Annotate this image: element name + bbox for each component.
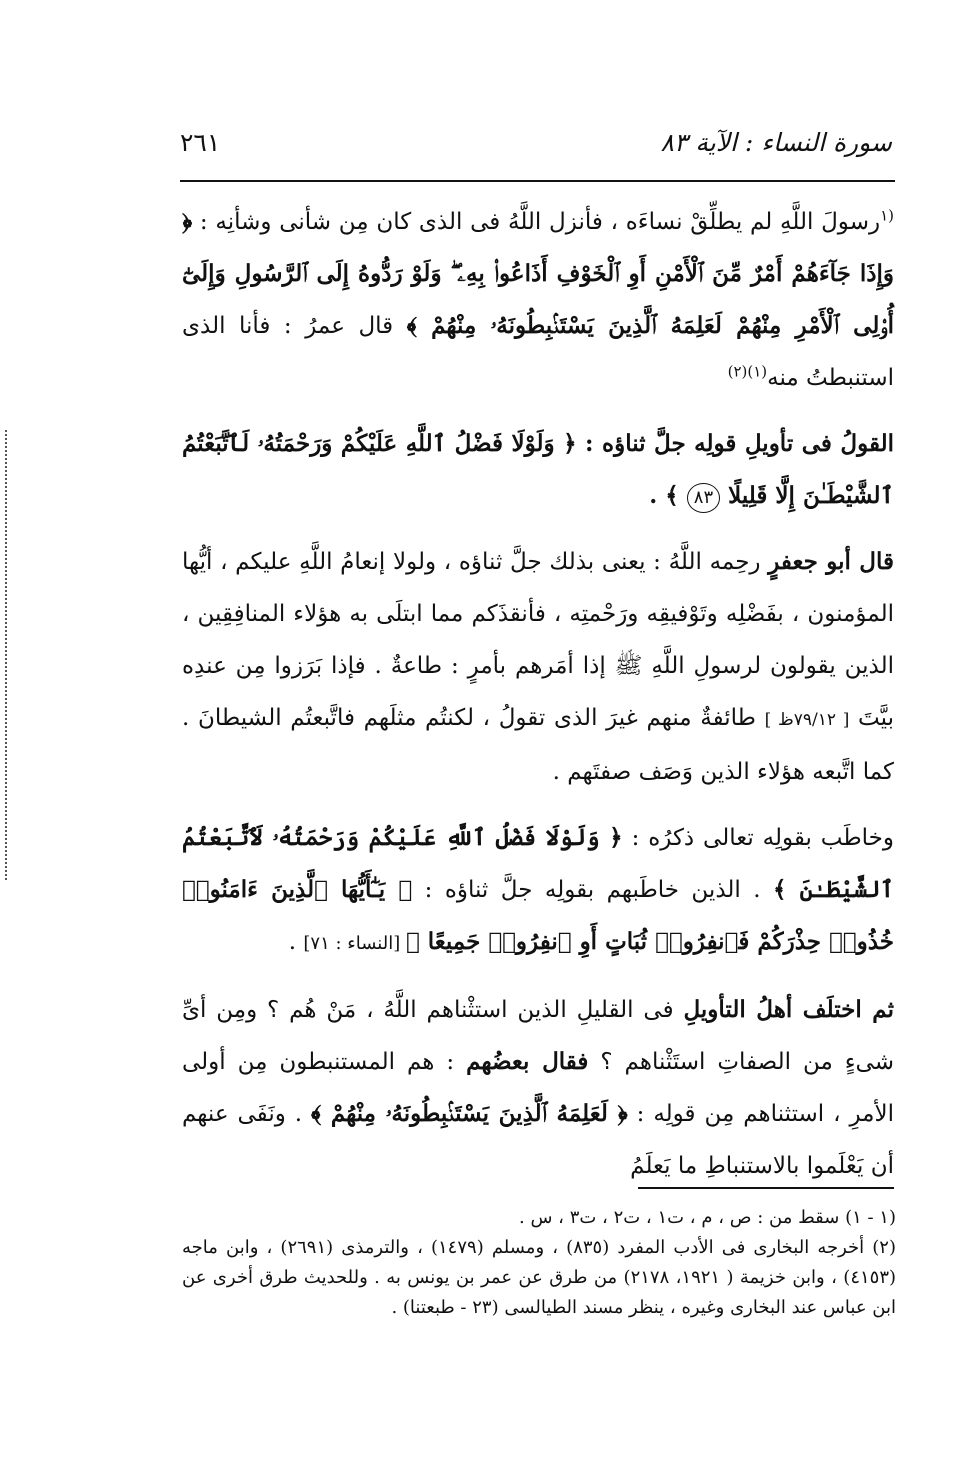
opinion-lead: فقال بعضُهم — [466, 1048, 589, 1075]
footnote-ref-open: (١ — [880, 206, 894, 225]
paragraph-4-text-c: . — [288, 929, 304, 955]
surah-reference: [النساء : ٧١] — [303, 933, 406, 954]
quran-quote: ﴿ لَعَلِمَهُ ٱلَّذِينَ يَسْتَنۢبِطُونَهُۥ مِنْهُمْ ﴾ — [311, 1100, 628, 1127]
footnotes — [182, 1203, 896, 1323]
section-heading: القولُ فى تأويلِ قولِه جلَّ ثناؤه : — [576, 430, 894, 457]
paragraph-4-text-a: وخاطَب بقولِه تعالى ذكرُه : — [622, 825, 895, 851]
quran-quote: ﴿ وَإِذَا جَآءَهُمْ أَمْرٌ مِّنَ ٱلْأَمْنِ أَوِ ٱلْخَوْفِ أَذَاعُوا۟ بِهِۦ ۖ وَلَوْ رَدُّوهُ إِلَى ٱلرَّسُولِ وَإِلَىٰٓ أُو۟لِى ٱلْأَمْرِ مِنْهُمْ لَعَلِمَهُ ٱلَّذِينَ يَسْتَنۢبِطُونَهُۥ مِنْهُمْ ﴾ — [182, 208, 894, 339]
quran-quote: ﴿ وَلَوْلَا فَضْلُ ٱللَّهِ عَلَيْكُمْ وَرَحْمَتُهُۥ لَٱتَّبَعْتُمُ ٱلشَّيْطَـٰنَ ﴾ — [182, 824, 894, 903]
paragraph-3-text-a: رحِمه اللَّهُ : يعنى بذلك جلَّ ثناؤه ، ولولا إنعامُ اللَّهِ عليكم ، أيُّها المؤمنون ، بفَضْلِه وتَوْفيقِه ورَحْمتِه ، فأنقذَكم مما ابتلَى به هؤلاء المنافِقِين ، الذين يقولون لرسولِ اللَّهِ ﷺ إذا أمَرهم بأمرٍ : طاعةٌ . فإذا بَرَزوا مِن عندِه بيَّتَ — [182, 549, 894, 731]
paragraph-5-text-c: . ونَفَى عنهم أن يَعْلَموا بالاستنباطِ ما يَعلَمُ — [182, 1101, 894, 1179]
paragraph-3-text-b: طائفةٌ منهم غيرَ الذى تقولُ ، لكنتُم مثلَهم فاتَّبعتُم الشيطانَ . كما اتَّبعه هؤلاء الذين وَصَف صفتَهم . — [182, 705, 894, 785]
binding-edge-dots — [5, 430, 10, 880]
paragraph-1-text-b: قال عمرُ : فأنا الذى استنبطتُ منه — [182, 313, 894, 391]
paragraph-3 — [182, 536, 894, 798]
main-text — [182, 196, 894, 1192]
section-lead: ثم اختلَف أهلُ التأويلِ — [683, 996, 894, 1023]
footnote-ref: (١)(٢) — [727, 362, 768, 381]
footnote-rule — [638, 1187, 894, 1189]
paragraph-4-text-b: . الذين خاطَبهم بقولِه جلَّ ثناؤه : — [412, 877, 774, 903]
verse-number-badge: ٨٣ — [687, 483, 720, 513]
header-rule — [180, 180, 895, 182]
paragraph-1 — [182, 196, 894, 404]
quran-quote-close: ﴾ . — [649, 482, 687, 509]
speaker-name: قال أبو جعفرٍ — [768, 548, 894, 575]
manuscript-folio-marker: [ ٧٩/١٢ظ ] — [764, 710, 850, 730]
paragraph-2 — [182, 418, 894, 522]
page-number: ٢٦١ — [180, 127, 221, 157]
paragraph-1-text-a: رسولَ اللَّهِ لم يطلِّقْ نساءَه ، فأنزل اللَّهُ فى الذى كان مِن شأنى وشأنِه : — [192, 209, 881, 235]
quran-quote: ﴿ وَلَوْلَا فَضْلُ ٱللَّهِ عَلَيْكُمْ وَرَحْمَتُهُۥ لَٱتَّبَعْتُمُ ٱلشَّيْطَـٰنَ إِلَّا قَلِيلًا — [182, 430, 894, 509]
paragraph-5-text-a: فى القليلِ الذين استثْناهم اللَّهُ ، مَنْ هُم ؟ ومِن أىِّ شىءٍ من الصفاتِ استَثْناهم ؟ — [182, 997, 894, 1075]
footnote-2: (٢) أخرجه البخارى فى الأدب المفرد (٨٣٥) ، ومسلم (١٤٧٩) ، والترمذى (٢٦٩١) ، وابن ماجه (٤١٥٣) ، وابن خزيمة ( ١٩٢١، ٢١٧٨) من طرق عن عمر بن يونس به . وللحديث طرق أخرى عن ابن عباس عند البخارى وغيره ، ينظر مسند الطيالسى (٢٣ - طبعتنا) . — [182, 1237, 897, 1318]
page-header — [180, 120, 892, 164]
paragraph-4 — [182, 812, 894, 970]
quran-quote: ﴿ يَـٰٓأَيُّهَا ٱلَّذِينَ ءَامَنُوا۟ خُذُوا۟ حِذْرَكُمْ فَٱنفِرُوا۟ ثُبَاتٍ أَوِ ٱنفِرُوا۟ جَمِيعًا ﴾ — [182, 876, 894, 955]
paragraph-5 — [182, 984, 894, 1192]
footnote-1: (١ - ١) سقط من : ص ، م ، ت١ ، ت٢ ، ت٣ ، س . — [519, 1207, 896, 1228]
paragraph-5-text-b: : هم المستنبطون مِن أولى الأمرِ ، استثناهم مِن قولِه : — [182, 1049, 894, 1127]
running-title: سورة النساء : الآية ٨٣ — [660, 127, 892, 157]
